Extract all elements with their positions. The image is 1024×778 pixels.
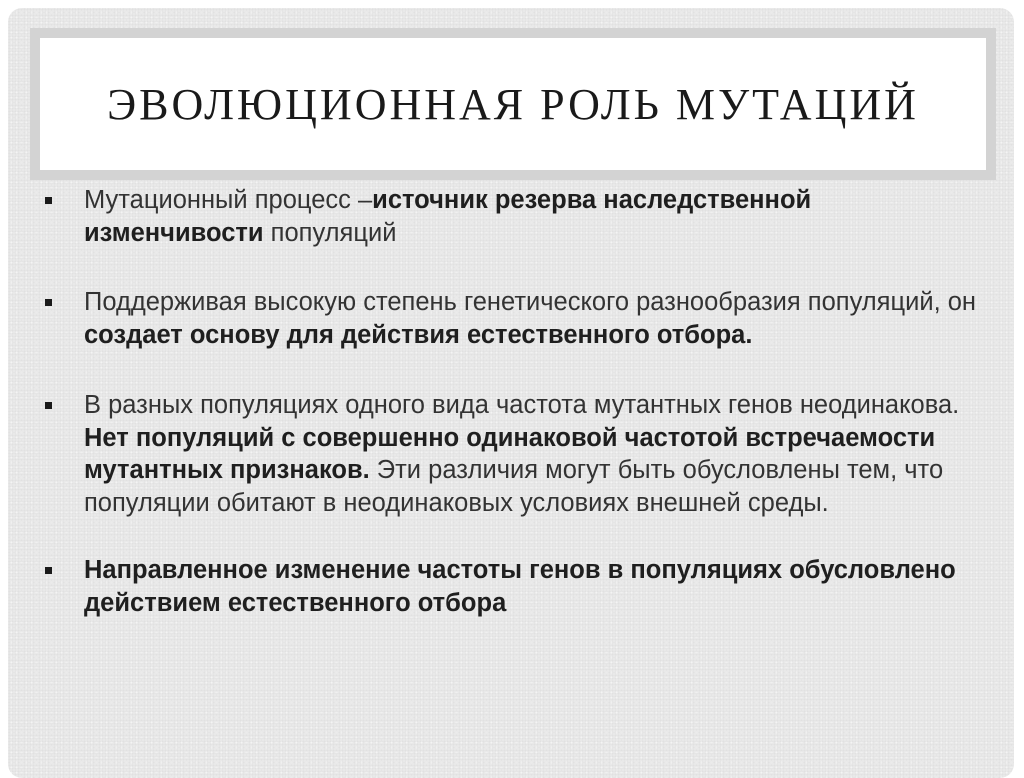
bullet-text-segment: Мутационный процесс – [84,186,373,214]
bullet-item [38,389,988,519]
bullet-text-bold: создает основу для действия естественного отбора. [84,320,753,349]
bullet-text-segment: В разных популяциях одного вида частота мутантных генов неодинакова. [84,391,960,419]
square-bullet-icon [45,402,52,409]
bullet-text-segment: популяций [263,218,397,247]
bullet-text-bold: Направленное изменение частоты генов в популяциях обусловлено действием естественного отбора [84,556,956,617]
slide [8,8,1014,778]
bullet-item [38,184,988,249]
square-bullet-icon [45,197,52,204]
bullet-item [38,286,988,351]
square-bullet-icon [45,299,52,306]
bullet-text-bold: источник резерва наследственной изменчивости [84,186,812,247]
slide-title: ЭВОЛЮЦИОННАЯ РОЛЬ МУТАЦИЙ [107,79,919,129]
title-box [40,38,986,170]
square-bullet-icon [45,567,52,574]
bullet-item [38,554,988,619]
bullet-text-bold: Нет популяций с совершенно одинаковой частотой встречаемости мутантных признаков. [84,423,936,484]
bullet-list [38,184,988,656]
bullet-text-segment: Эти различия могут быть обусловлены тем, что популяции обитают в неодинаковых условиях внешней среды. [84,456,944,517]
bullet-text-segment: Поддерживая высокую степень генетического разнообразия популяций, он [84,288,977,316]
title-frame [30,28,996,180]
